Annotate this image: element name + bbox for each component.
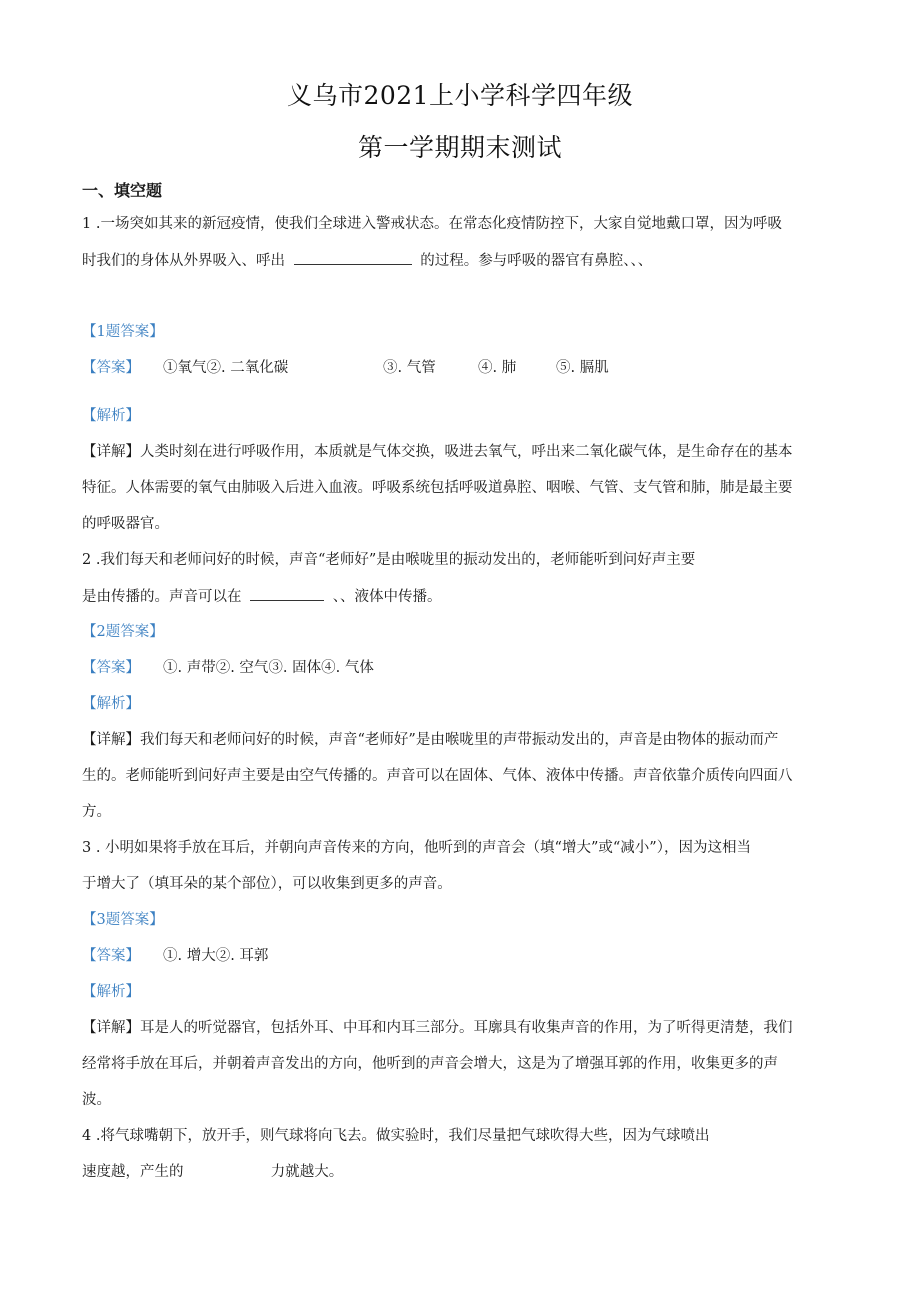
q2-answer-text: ①. 声带②. 空气③. 固体④. 气体 xyxy=(163,660,374,676)
q2-detail-line3: 方。 xyxy=(82,804,111,820)
q4-line2-post: 力就越大。 xyxy=(270,1164,344,1180)
q2-line2-pre: 是由传播的。声音可以在 xyxy=(82,589,242,605)
q1-detail-line1: 【详解】人类时刻在进行呼吸作用，本质就是气体交换，吸进去氧气，呼出来二氧化碳气体，是生命存在的基本 xyxy=(82,444,793,460)
q2-text-line2 xyxy=(82,586,441,607)
q2-blank xyxy=(250,586,324,601)
q1-detail-line3: 的呼吸器官。 xyxy=(82,516,169,532)
q3-answer-text: ①. 增大②. 耳郭 xyxy=(163,948,269,964)
q3-text-line2: 于增大了（填耳朵的某个部位），可以收集到更多的声音。 xyxy=(82,876,452,892)
q1-analysis-heading: 【解析】 xyxy=(82,408,140,424)
q1-text-line2 xyxy=(82,250,652,271)
q4-text-line2 xyxy=(82,1162,343,1182)
q3-answer-heading: 【3题答案】 xyxy=(82,912,164,928)
q3-text-line1: 3 . 小明如果将手放在耳后，并朝向声音传来的方向，他听到的声音会（填“增大”或“减小”），因为这相当 xyxy=(82,840,751,856)
q4-line2-pre: 速度越，产生的 xyxy=(82,1164,184,1180)
q1-answer-1: ①氧气②. 二氧化碳 xyxy=(163,360,289,376)
q1-detail-line2: 特征。人体需要的氧气由肺吸入后进入血液。呼吸系统包括呼吸道鼻腔、咽喉、气管、支气管和肺，肺是最主要 xyxy=(82,480,793,496)
q3-detail-line2: 经常将手放在耳后，并朝着声音发出的方向，他听到的声音会增大，这是为了增强耳郭的作用，收集更多的声 xyxy=(82,1056,778,1072)
q2-answer-heading: 【2题答案】 xyxy=(82,624,164,640)
q1-blank xyxy=(294,250,412,265)
q1-answer-4: ⑤. 膈肌 xyxy=(556,360,609,376)
q3-answer-tag: 【答案】 xyxy=(82,948,140,964)
document-title-line1: 义乌市2021上小学科学四年级 xyxy=(286,81,634,110)
q2-detail-line2: 生的。老师能听到问好声主要是由空气传播的。声音可以在固体、气体、液体中传播。声音依靠介质传向四面八 xyxy=(82,768,793,784)
q1-line2-pre: 时我们的身体从外界吸入、呼出 xyxy=(82,253,285,269)
q1-line2-post: 的过程。参与呼吸的器官有鼻腔、、、 xyxy=(420,253,653,269)
q3-analysis-heading: 【解析】 xyxy=(82,984,140,1000)
q2-detail-line1: 【详解】我们每天和老师问好的时候，声音“老师好”是由喉咙里的声带振动发出的，声音是由物体的振动而产 xyxy=(82,732,779,748)
document-title-line2: 第一学期期末测试 xyxy=(357,133,562,162)
q2-analysis-heading: 【解析】 xyxy=(82,696,140,712)
q1-text-line1: 1 .一场突如其来的新冠疫情，使我们全球进入警戒状态。在常态化疫情防控下，大家自觉地戴口罩，因为呼吸 xyxy=(82,216,782,232)
q2-answer-tag: 【答案】 xyxy=(82,660,140,676)
q3-detail-line1: 【详解】耳是人的听觉器官，包括外耳、中耳和内耳三部分。耳廓具有收集声音的作用，为了听得更清楚，我们 xyxy=(82,1020,793,1036)
q4-text-line1: 4 .将气球嘴朝下，放开手，则气球将向飞去。做实验时，我们尽量把气球吹得大些，因为气球喷出 xyxy=(82,1128,710,1144)
q2-text-line1: 2 .我们每天和老师问好的时候，声音“老师好”是由喉咙里的振动发出的，老师能听到问好声主要 xyxy=(82,552,696,568)
q3-detail-line3: 波。 xyxy=(82,1092,111,1108)
q1-answer-tag: 【答案】 xyxy=(82,360,140,376)
q1-answer-2: ③. 气管 xyxy=(383,360,436,376)
section-heading: 一、填空题 xyxy=(82,181,163,200)
q1-answer-3: ④. 肺 xyxy=(478,360,517,376)
q1-answer-heading: 【1题答案】 xyxy=(82,324,164,340)
q2-line2-post: 、、液体中传播。 xyxy=(332,589,442,605)
